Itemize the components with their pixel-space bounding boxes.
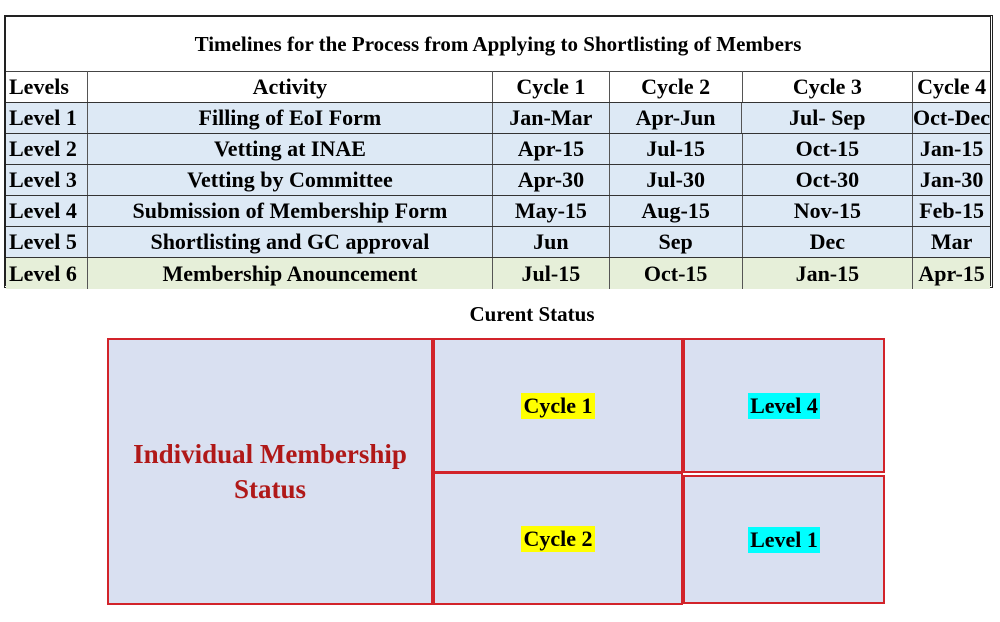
header-cycle-1: Cycle 1 [493, 71, 610, 102]
cycle-badge: Cycle 1 [523, 392, 593, 418]
cycle-1-cell: Jun [493, 227, 610, 257]
cycle-4-cell: Jan-15 [919, 136, 984, 161]
table-row [6, 196, 990, 227]
level-badge: Level 4 [750, 392, 818, 418]
header-cycle-2: Cycle 2 [610, 71, 743, 102]
cycle-1-cell: Jan-Mar [493, 103, 610, 133]
header-cycle-4: Cycle 4 [917, 73, 987, 99]
cycle-2-cell: Aug-15 [610, 196, 743, 226]
cycle-4-cell: Feb-15 [919, 198, 984, 223]
level-cell: Level 4 [6, 196, 88, 226]
table-row [6, 134, 990, 165]
level-badge: Level 1 [750, 526, 818, 552]
cycle-1-cell: Apr-30 [493, 165, 610, 195]
cycle-1-cell: May-15 [493, 196, 610, 226]
current-status-title: Curent Status [469, 302, 595, 326]
table-header-row [6, 71, 990, 103]
cycle-2-cell: Oct-15 [610, 258, 743, 289]
header-levels: Levels [6, 71, 88, 102]
cycle-2-cell: Sep [610, 227, 743, 257]
level-cell: Level 2 [6, 134, 88, 164]
cycle-badge: Cycle 2 [523, 525, 593, 551]
level-cell: Level 3 [6, 165, 88, 195]
cycle-2-cell: Apr-Jun [610, 103, 743, 133]
table-title: Timelines for the Process from Applying to Shortlisting of Members [6, 17, 990, 72]
activity-cell: Vetting at INAE [88, 134, 493, 164]
activity-cell: Filling of EoI Form [88, 103, 493, 133]
level-cell: Level 1 [6, 103, 88, 133]
activity-cell: Submission of Membership Form [88, 196, 493, 226]
membership-status-label-box [107, 338, 433, 605]
level-cell: Level 5 [6, 227, 88, 257]
activity-cell: Vetting by Committee [88, 165, 493, 195]
table-row [6, 165, 990, 196]
level-box-2 [683, 475, 885, 604]
cycle-4-cell: Oct-Dec [913, 105, 990, 130]
cycle-2-cell: Jul-15 [610, 134, 743, 164]
cycle-3-cell: Jul- Sep [742, 103, 913, 133]
cycle-2-cell: Jul-30 [610, 165, 743, 195]
cycle-box-1 [433, 338, 683, 473]
activity-cell: Membership Anouncement [88, 258, 493, 289]
cycle-3-cell: Oct-30 [743, 165, 914, 195]
cycle-1-cell: Jul-15 [493, 258, 610, 289]
header-activity: Activity [88, 71, 493, 102]
cycle-4-cell: Mar [930, 229, 973, 254]
header-cycle-3: Cycle 3 [743, 71, 914, 102]
membership-status-label-line1: Individual Membership [133, 438, 407, 469]
cycle-4-cell: Apr-15 [918, 260, 985, 286]
table-row [6, 227, 990, 258]
level-cell: Level 6 [6, 258, 88, 289]
membership-status-label-line2: Status [233, 473, 307, 504]
level-box-1 [683, 338, 885, 473]
cycle-3-cell: Jan-15 [743, 258, 914, 289]
cycle-3-cell: Nov-15 [743, 196, 914, 226]
timeline-table [4, 15, 993, 288]
cycle-4-cell: Jan-30 [919, 167, 984, 192]
activity-cell: Shortlisting and GC approval [88, 227, 493, 257]
table-row [6, 103, 990, 134]
cycle-3-cell: Dec [743, 227, 914, 257]
cycle-3-cell: Oct-15 [743, 134, 914, 164]
table-row [6, 258, 990, 289]
cycle-box-2 [433, 472, 683, 605]
cycle-1-cell: Apr-15 [493, 134, 610, 164]
